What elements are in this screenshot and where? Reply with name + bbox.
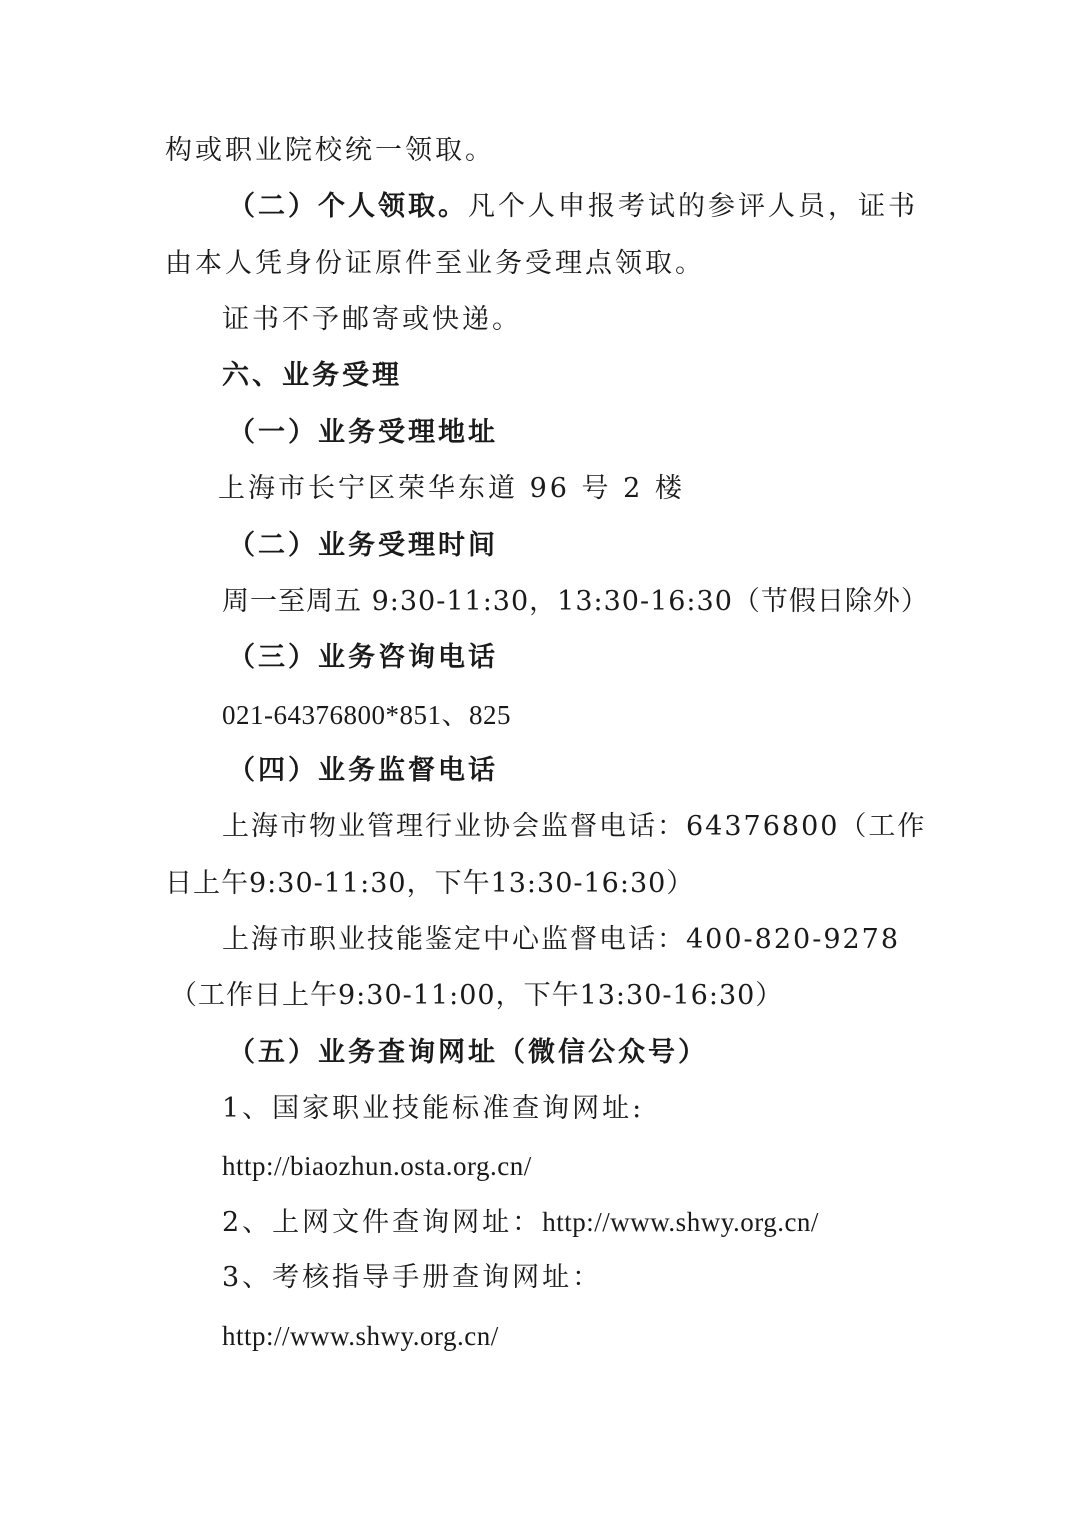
paragraph-line: 证书不予邮寄或快递。 — [222, 304, 522, 335]
subheading-consult-phone: （三）业务咨询电话 — [228, 642, 498, 673]
paragraph-line — [228, 189, 918, 225]
list-item — [222, 1204, 819, 1241]
hours-text: 周一至周五 9:30-11:30，13:30-16:30（节假日除外） — [222, 586, 929, 617]
paragraph-line: 构或职业院校统一领取。 — [165, 135, 495, 166]
consult-phone-text: 021-64376800*851、825 — [222, 700, 511, 730]
list-item-label: 2、上网文件查询网址： — [222, 1207, 543, 1238]
subheading-supervision-phone: （四）业务监督电话 — [228, 755, 498, 786]
section-heading: 六、业务受理 — [222, 360, 402, 391]
subheading-personal-pickup: （二）个人领取。 — [228, 191, 468, 222]
url-link[interactable]: http://www.shwy.org.cn/ — [222, 1321, 499, 1351]
subheading-address: （一）业务受理地址 — [228, 417, 498, 448]
subheading-hours: （二）业务受理时间 — [228, 530, 498, 561]
url-link[interactable]: http://www.shwy.org.cn/ — [542, 1207, 819, 1237]
list-item: 1、国家职业技能标准查询网址: — [222, 1093, 645, 1124]
subheading-query-urls: （五）业务查询网址（微信公众号） — [228, 1037, 708, 1068]
paragraph-line: 日上午9:30-11:30，下午13:30-16:30） — [165, 868, 695, 899]
paragraph-line: 上海市职业技能鉴定中心监督电话：400-820-9278 — [222, 924, 901, 955]
url-link[interactable]: http://biaozhun.osta.org.cn/ — [222, 1151, 532, 1181]
paragraph-line: 上海市物业管理行业协会监督电话：64376800（工作 — [222, 811, 927, 842]
list-item: 3、考核指导手册查询网址： — [222, 1262, 603, 1293]
paragraph-line: （工作日上午9:30-11:00，下午13:30-16:30） — [170, 980, 784, 1011]
paragraph-line: 由本人凭身份证原件至业务受理点领取。 — [165, 248, 705, 279]
paragraph-text: 凡个人申报考试的参评人员，证书 — [468, 191, 918, 222]
address-text: 上海市长宁区荣华东道 96 号 2 楼 — [218, 473, 685, 504]
